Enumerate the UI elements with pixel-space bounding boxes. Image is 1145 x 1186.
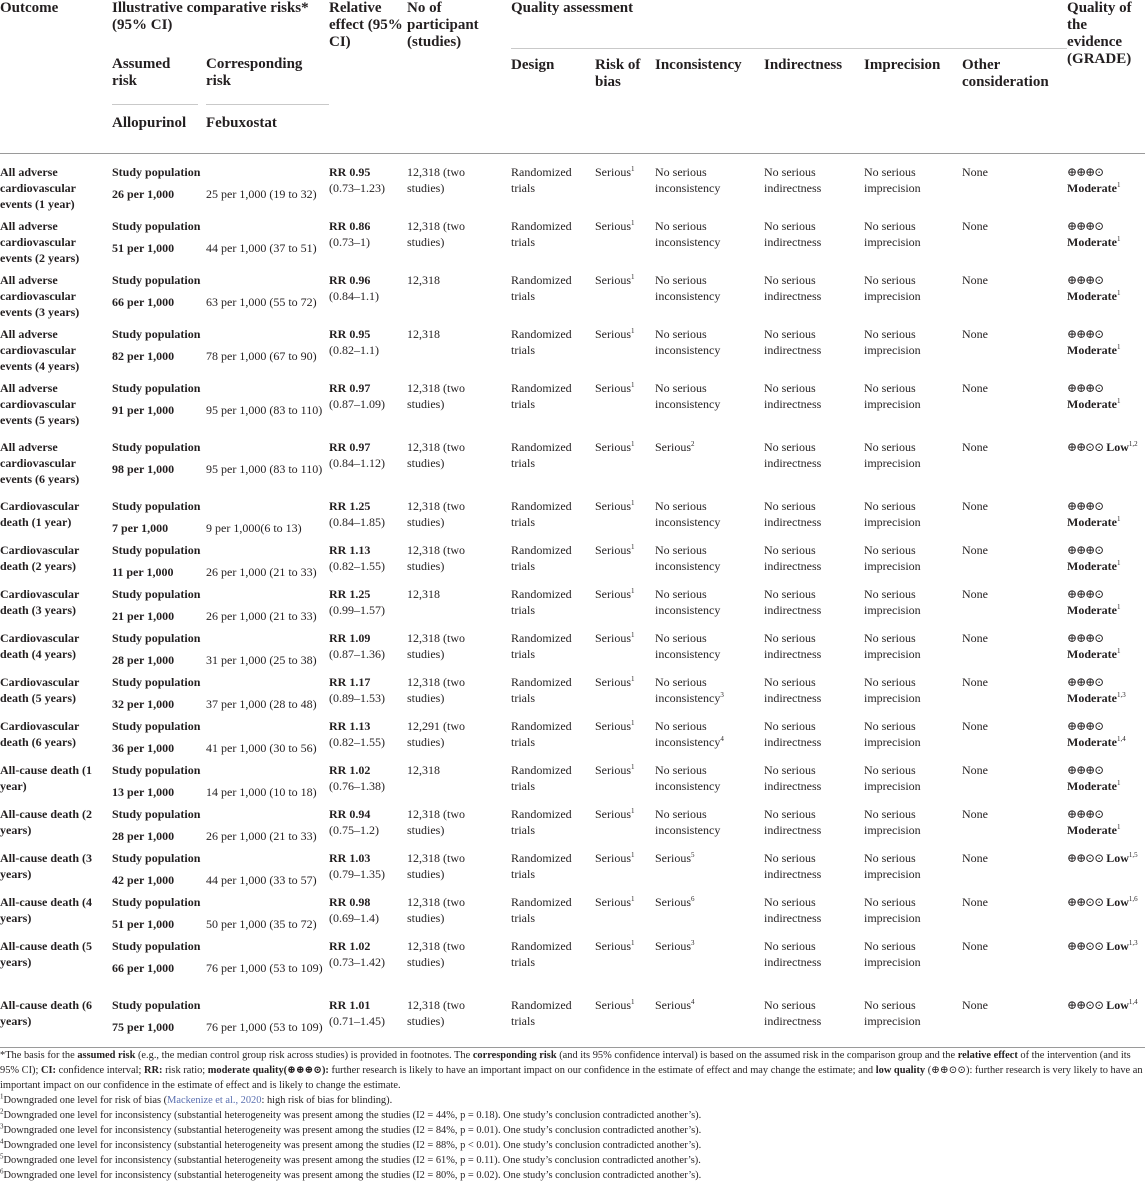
table-row: [0, 800, 1145, 844]
table-row: [0, 433, 1145, 492]
cell-other: None: [962, 675, 988, 689]
cell-outcome: All-cause death (6 years): [0, 998, 92, 1028]
header-assumed-risk: Assumed risk: [112, 48, 206, 105]
table-header: [0, 0, 1145, 154]
cell-design: Randomized trials: [511, 719, 572, 749]
cell-corresponding-risk: 76 per 1,000 (53 to 109): [206, 1020, 323, 1034]
cell-quality: ⊕⊕⊕⊙ Moderate$^1$: [1067, 543, 1121, 573]
cell-assumed-risk: Study population 21 per 1,000: [112, 587, 201, 623]
cell-relative-effect: RR 0.97 (0.84–1.12): [329, 440, 385, 470]
cell-imprecision: No serious imprecision: [864, 273, 921, 303]
cell-assumed-risk: Study population 51 per 1,000: [112, 895, 201, 931]
header-other-consideration: Other consideration: [962, 56, 1049, 90]
cell-other: None: [962, 895, 988, 909]
cell-design: Randomized trials: [511, 939, 572, 969]
cell-participants: 12,318: [407, 273, 440, 287]
cell-inconsistency: No serious inconsistency$^3$: [655, 675, 724, 705]
cell-quality: ⊕⊕⊙⊙ Low$^{1,3}$: [1067, 939, 1138, 953]
cell-quality: ⊕⊕⊕⊙ Moderate$^{1,3}$: [1067, 675, 1126, 705]
footnote-6: $^6$Downgraded one level for inconsistency (substantial heterogeneity was present among the studies (I2 = 80%, p = 0.02). One study’s conclusion contradicted another’s).: [0, 1167, 702, 1181]
cell-other: None: [962, 763, 988, 777]
cell-outcome: All adverse cardiovascular events (1 year): [0, 154, 112, 213]
cell-indirectness: No serious indirectness: [764, 381, 822, 411]
cell-imprecision: No serious imprecision: [864, 327, 921, 357]
cell-risk-of-bias: Serious$^1$: [595, 807, 635, 821]
cell-outcome: Cardiovascular death (5 years): [0, 675, 80, 705]
cell-design: Randomized trials: [511, 998, 572, 1028]
cell-quality: ⊕⊕⊕⊙ Moderate$^1$: [1067, 631, 1121, 661]
cell-participants: 12,318 (two studies): [407, 631, 465, 661]
cell-outcome: All-cause death (3 years): [0, 851, 92, 881]
cell-indirectness: No serious indirectness: [764, 763, 822, 793]
footnote-main: *The basis for the assumed risk (e.g., the median control group risk across studies) is provided in footnotes. The corresponding risk (and its 95% confidence interval) is based on the assumed risk in the comparison group and the relative effect of the intervention (and its 95% CI); CI: confidence interval; RR: risk ratio; moderate quality(⊕⊕⊕⊙): further research is likely to have an important impact on our confidence in the estimate of effect and may change the estimate; and low quality (⊕⊕⊙⊙): further research is very likely to have an important impact on our confidence in the estimate of effect and is likely to change the estimate.: [0, 1050, 1143, 1091]
cell-quality: ⊕⊕⊕⊙ Moderate$^{1,4}$: [1067, 719, 1126, 749]
grade-symbol: ⊕⊕⊙⊙: [1067, 895, 1104, 909]
cell-quality: ⊕⊕⊙⊙ Low$^{1,4}$: [1067, 998, 1138, 1012]
cell-other: None: [962, 440, 988, 454]
header-outcome: Outcome: [0, 0, 59, 16]
cell-risk-of-bias: Serious$^1$: [595, 719, 635, 733]
cell-outcome: Cardiovascular death (6 years): [0, 719, 80, 749]
cell-outcome: Cardiovascular death (4 years): [0, 631, 80, 661]
cell-other: None: [962, 499, 988, 513]
footnote-3: $^3$Downgraded one level for inconsistency (substantial heterogeneity was present among the studies (I2 = 84%, p = 0.01). One study’s conclusion contradicted another’s).: [0, 1122, 702, 1136]
cell-indirectness: No serious indirectness: [764, 719, 822, 749]
header-allopurinol: Allopurinol: [112, 115, 187, 131]
cell-design: Randomized trials: [511, 587, 572, 617]
cell-quality: ⊕⊕⊕⊙ Moderate$^1$: [1067, 219, 1121, 249]
cell-risk-of-bias: Serious$^1$: [595, 895, 635, 909]
cell-relative-effect: RR 1.25 (0.84–1.85): [329, 499, 385, 529]
cell-risk-of-bias: Serious$^1$: [595, 154, 655, 213]
cell-participants: 12,318 (two studies): [407, 807, 465, 837]
cell-outcome: Cardiovascular death (1 year): [0, 499, 80, 529]
cell-imprecision: No serious imprecision: [864, 154, 962, 213]
cell-imprecision: No serious imprecision: [864, 851, 921, 881]
cell-quality: ⊕⊕⊕⊙ Moderate$^1$: [1067, 154, 1145, 213]
cell-assumed-risk: Study population 42 per 1,000: [112, 851, 201, 887]
cell-other: None: [962, 719, 988, 733]
cell-risk-of-bias: Serious$^1$: [595, 587, 635, 601]
table-row: [0, 991, 1145, 1050]
cell-inconsistency: Serious$^3$: [655, 939, 695, 953]
cell-indirectness: No serious indirectness: [764, 895, 822, 925]
footnote-4: $^4$Downgraded one level for inconsistency (substantial heterogeneity was present among the studies (I2 = 88%, p < 0.01). One study’s conclusion contradicted another’s).: [0, 1137, 702, 1151]
cell-corresponding-risk: 44 per 1,000 (33 to 57): [206, 873, 317, 887]
cell-participants: 12,318 (two studies): [407, 895, 465, 925]
header-febuxostat: Febuxostat: [206, 115, 277, 131]
cell-relative-effect: RR 1.01 (0.71–1.45): [329, 998, 385, 1028]
cell-imprecision: No serious imprecision: [864, 381, 921, 411]
grade-symbol: ⊕⊕⊕⊙: [1067, 543, 1104, 557]
cell-corresponding-risk: 26 per 1,000 (21 to 33): [206, 565, 317, 579]
cell-assumed-risk: Study population 11 per 1,000: [112, 543, 201, 579]
cell-inconsistency: No serious inconsistency: [655, 631, 721, 661]
cell-inconsistency: No serious inconsistency: [655, 807, 721, 837]
cell-quality: ⊕⊕⊕⊙ Moderate$^1$: [1067, 587, 1121, 617]
cell-risk-of-bias: Serious$^1$: [595, 543, 635, 557]
cell-outcome: All adverse cardiovascular events (3 years): [0, 273, 80, 319]
header-relative-effect: Relative effect (95% CI): [329, 0, 403, 50]
cell-design: Randomized trials: [511, 327, 572, 357]
cell-outcome: Cardiovascular death (2 years): [0, 543, 80, 573]
cell-risk-of-bias: Serious$^1$: [595, 675, 635, 689]
cell-relative-effect: RR 1.02 (0.73–1.42): [329, 939, 385, 969]
cell-imprecision: No serious imprecision: [864, 807, 921, 837]
table-row: [0, 888, 1145, 932]
cell-risk-of-bias: Serious$^1$: [595, 219, 635, 233]
grade-symbol: ⊕⊕⊕⊙: [1067, 273, 1104, 287]
cell-imprecision: No serious imprecision: [864, 587, 921, 617]
header-imprecision: Imprecision: [864, 56, 941, 73]
cell-corresponding-risk: 26 per 1,000 (21 to 33): [206, 609, 317, 623]
footnote-2: $^2$Downgraded one level for inconsistency (substantial heterogeneity was present among the studies (I2 = 44%, p = 0.18). One study’s conclusion contradicted another’s).: [0, 1107, 702, 1121]
cell-participants: 12,318 (two studies): [407, 998, 465, 1028]
cell-relative-effect: RR 0.96 (0.84–1.1): [329, 273, 379, 303]
cell-imprecision: No serious imprecision: [864, 631, 921, 661]
cell-inconsistency: Serious$^2$: [655, 440, 695, 454]
cell-quality: ⊕⊕⊕⊙ Moderate$^1$: [1067, 807, 1121, 837]
cell-participants: 12,318 (two studies): [407, 219, 465, 249]
cell-design: Randomized trials: [511, 543, 572, 573]
cell-risk-of-bias: Serious$^1$: [595, 631, 635, 645]
cell-design: Randomized trials: [511, 219, 572, 249]
citation-link[interactable]: Mackenize et al., 2020: [167, 1095, 262, 1106]
table-row: [0, 756, 1145, 800]
cell-outcome: All-cause death (5 years): [0, 939, 92, 969]
cell-quality: ⊕⊕⊕⊙ Moderate$^1$: [1067, 273, 1121, 303]
cell-imprecision: No serious imprecision: [864, 998, 921, 1028]
cell-indirectness: No serious indirectness: [764, 939, 822, 969]
cell-assumed-risk: Study population 98 per 1,000: [112, 440, 201, 476]
table-row: [0, 266, 1145, 320]
grade-symbol: ⊕⊕⊙⊙: [1067, 440, 1104, 454]
table-row: [0, 212, 1145, 266]
footnote-1: $^1$Downgraded one level for risk of bias (Mackenize et al., 2020: high risk of bias for blinding).: [0, 1092, 393, 1106]
cell-indirectness: No serious indirectness: [764, 851, 822, 881]
table-row: [0, 492, 1145, 536]
cell-quality: ⊕⊕⊕⊙ Moderate$^1$: [1067, 327, 1121, 357]
header-illustrative-risks: Illustrative comparative risks* (95% CI): [112, 0, 309, 33]
grade-symbol: ⊕⊕⊕⊙: [1067, 219, 1104, 233]
grade-symbol: ⊕⊕⊕⊙: [1067, 763, 1104, 777]
cell-inconsistency: No serious inconsistency: [655, 763, 721, 793]
grade-symbol: ⊕⊕⊕⊙: [1067, 675, 1104, 689]
cell-quality: ⊕⊕⊕⊙ Moderate$^1$: [1067, 763, 1121, 793]
table-row: [0, 668, 1145, 712]
grade-symbol: ⊕⊕⊙⊙: [1067, 998, 1104, 1012]
table-body: [0, 154, 1145, 1051]
cell-design: Randomized trials: [511, 440, 572, 470]
cell-outcome: All-cause death (1 year): [0, 763, 92, 793]
cell-relative-effect: RR 0.97 (0.87–1.09): [329, 381, 385, 411]
cell-design: Randomized trials: [511, 807, 572, 837]
cell-assumed-risk: Study population 66 per 1,000: [112, 273, 201, 309]
header-participants: No of participant (studies): [407, 0, 479, 50]
cell-relative-effect: RR 0.95 (0.82–1.1): [329, 327, 379, 357]
cell-outcome: All adverse cardiovascular events (6 years): [0, 440, 80, 486]
cell-participants: 12,291 (two studies): [407, 719, 465, 749]
cell-other: None: [962, 631, 988, 645]
table-row: [0, 844, 1145, 888]
cell-corresponding-risk: 26 per 1,000 (21 to 33): [206, 829, 317, 843]
cell-indirectness: No serious indirectness: [764, 440, 822, 470]
grade-symbol: ⊕⊕⊙⊙: [1067, 939, 1104, 953]
cell-design: Randomized trials: [511, 895, 572, 925]
cell-design: Randomized trials: [511, 763, 572, 793]
cell-inconsistency: No serious inconsistency: [655, 543, 721, 573]
cell-imprecision: No serious imprecision: [864, 543, 921, 573]
cell-risk-of-bias: Serious$^1$: [595, 763, 635, 777]
cell-indirectness: No serious indirectness: [764, 219, 822, 249]
cell-other: None: [962, 851, 988, 865]
cell-other: None: [962, 807, 988, 821]
cell-outcome: Cardiovascular death (3 years): [0, 587, 80, 617]
cell-risk-of-bias: Serious$^1$: [595, 998, 635, 1012]
cell-corresponding-risk: 41 per 1,000 (30 to 56): [206, 741, 317, 755]
cell-imprecision: No serious imprecision: [864, 719, 921, 749]
cell-assumed-risk: Study population 51 per 1,000: [112, 219, 201, 255]
cell-indirectness: No serious indirectness: [764, 154, 864, 213]
cell-quality: ⊕⊕⊙⊙ Low$^{1,6}$: [1067, 895, 1138, 909]
cell-inconsistency: No serious inconsistency: [655, 273, 721, 303]
cell-assumed-risk: Study population 66 per 1,000: [112, 939, 201, 975]
cell-risk-of-bias: Serious$^1$: [595, 327, 635, 341]
grade-symbol: ⊕⊕⊕⊙: [1067, 499, 1104, 513]
cell-assumed-risk: Study population 91 per 1,000: [112, 381, 201, 417]
cell-relative-effect: RR 0.95 (0.73–1.23): [329, 154, 407, 213]
cell-other: None: [962, 587, 988, 601]
cell-imprecision: No serious imprecision: [864, 675, 921, 705]
cell-indirectness: No serious indirectness: [764, 675, 822, 705]
cell-risk-of-bias: Serious$^1$: [595, 851, 635, 865]
table-row: [0, 536, 1145, 580]
table-row: [0, 580, 1145, 624]
cell-indirectness: No serious indirectness: [764, 499, 822, 529]
header-risk-of-bias: Risk of bias: [595, 56, 641, 90]
footnote-5: $^5$Downgraded one level for inconsistency (substantial heterogeneity was present among the studies (I2 = 61%, p = 0.11). One study’s conclusion contradicted another’s).: [0, 1152, 701, 1166]
header-inconsistency: Inconsistency: [655, 56, 742, 73]
cell-relative-effect: RR 0.98 (0.69–1.4): [329, 895, 379, 925]
cell-inconsistency: No serious inconsistency: [655, 381, 721, 411]
cell-corresponding-risk: 95 per 1,000 (83 to 110): [206, 462, 323, 476]
cell-inconsistency: No serious inconsistency: [655, 499, 721, 529]
cell-relative-effect: RR 0.86 (0.73–1): [329, 219, 371, 249]
cell-design: Randomized trials: [511, 675, 572, 705]
cell-other: None: [962, 154, 1067, 213]
cell-corresponding-risk: 95 per 1,000 (83 to 110): [206, 403, 323, 417]
grade-symbol: ⊕⊕⊕⊙: [1067, 631, 1104, 645]
cell-corresponding-risk: 76 per 1,000 (53 to 109): [206, 961, 323, 975]
cell-indirectness: No serious indirectness: [764, 587, 822, 617]
cell-participants: 12,318 (two studies): [407, 440, 465, 470]
cell-quality: ⊕⊕⊙⊙ Low$^{1,2}$: [1067, 440, 1138, 454]
cell-corresponding-risk: 9 per 1,000(6 to 13): [206, 521, 302, 535]
cell-corresponding-risk: 44 per 1,000 (37 to 51): [206, 241, 317, 255]
cell-participants: 12,318 (two studies): [407, 675, 465, 705]
cell-imprecision: No serious imprecision: [864, 763, 921, 793]
header-quality-of-evidence: Quality of the evidence (GRADE): [1067, 0, 1132, 67]
cell-risk-of-bias: Serious$^1$: [595, 939, 635, 953]
cell-outcome: All-cause death (2 years): [0, 807, 92, 837]
cell-participants: 12,318: [407, 763, 440, 777]
cell-design: Randomized trials: [511, 381, 572, 411]
cell-outcome: All adverse cardiovascular events (2 years): [0, 219, 80, 265]
table-row: [0, 932, 1145, 991]
cell-inconsistency: No serious inconsistency$^4$: [655, 719, 724, 749]
cell-assumed-risk: Study population 75 per 1,000: [112, 998, 201, 1034]
cell-indirectness: No serious indirectness: [764, 273, 822, 303]
grade-symbol: ⊕⊕⊕⊙: [1067, 807, 1104, 821]
header-design: Design: [511, 56, 555, 73]
grade-symbol: ⊕⊕⊕⊙: [1067, 165, 1104, 179]
cell-participants: 12,318 (two studies): [407, 543, 465, 573]
cell-corresponding-risk: 25 per 1,000 (19 to 32): [206, 154, 329, 213]
cell-design: Randomized trials: [511, 499, 572, 529]
cell-outcome: All adverse cardiovascular events (4 years): [0, 327, 80, 373]
cell-relative-effect: RR 1.03 (0.79–1.35): [329, 851, 385, 881]
table-footnotes: [0, 1047, 1145, 1183]
cell-corresponding-risk: 50 per 1,000 (35 to 72): [206, 917, 317, 931]
cell-relative-effect: RR 1.25 (0.99–1.57): [329, 587, 385, 617]
cell-imprecision: No serious imprecision: [864, 499, 921, 529]
cell-assumed-risk: Study population 26 per 1,000: [112, 154, 206, 213]
cell-assumed-risk: Study population 13 per 1,000: [112, 763, 201, 799]
cell-risk-of-bias: Serious$^1$: [595, 499, 635, 513]
cell-participants: 12,318 (two studies): [407, 939, 465, 969]
cell-indirectness: No serious indirectness: [764, 998, 822, 1028]
cell-relative-effect: RR 1.13 (0.82–1.55): [329, 543, 385, 573]
grade-symbol: ⊕⊕⊕⊙: [1067, 327, 1104, 341]
cell-participants: 12,318 (two studies): [407, 154, 511, 213]
cell-outcome: All-cause death (4 years): [0, 895, 92, 925]
cell-inconsistency: No serious inconsistency: [655, 587, 721, 617]
cell-design: Randomized trials: [511, 154, 595, 213]
cell-assumed-risk: Study population 28 per 1,000: [112, 807, 201, 843]
cell-inconsistency: Serious$^6$: [655, 895, 695, 909]
cell-indirectness: No serious indirectness: [764, 807, 822, 837]
cell-design: Randomized trials: [511, 273, 572, 303]
table-row: [0, 624, 1145, 668]
cell-indirectness: No serious indirectness: [764, 631, 822, 661]
table-row: [0, 154, 1145, 213]
cell-relative-effect: RR 1.13 (0.82–1.55): [329, 719, 385, 749]
cell-inconsistency: No serious inconsistency: [655, 327, 721, 357]
cell-design: Randomized trials: [511, 851, 572, 881]
cell-relative-effect: RR 1.17 (0.89–1.53): [329, 675, 385, 705]
table-row: [0, 712, 1145, 756]
header-corresponding-risk: Corresponding risk: [206, 48, 329, 105]
cell-indirectness: No serious indirectness: [764, 543, 822, 573]
cell-participants: 12,318: [407, 587, 440, 601]
cell-quality: ⊕⊕⊕⊙ Moderate$^1$: [1067, 381, 1121, 411]
cell-other: None: [962, 273, 988, 287]
cell-participants: 12,318 (two studies): [407, 499, 465, 529]
cell-other: None: [962, 998, 988, 1012]
cell-participants: 12,318 (two studies): [407, 851, 465, 881]
grade-symbol: ⊕⊕⊕⊙: [1067, 587, 1104, 601]
cell-assumed-risk: Study population 7 per 1,000: [112, 499, 201, 535]
cell-outcome: All adverse cardiovascular events (5 years): [0, 381, 80, 427]
cell-design: Randomized trials: [511, 631, 572, 661]
grade-symbol: ⊕⊕⊙⊙: [1067, 851, 1104, 865]
cell-other: None: [962, 219, 988, 233]
cell-corresponding-risk: 14 per 1,000 (10 to 18): [206, 785, 317, 799]
cell-corresponding-risk: 78 per 1,000 (67 to 90): [206, 349, 317, 363]
cell-assumed-risk: Study population 28 per 1,000: [112, 631, 201, 667]
grade-symbol: ⊕⊕⊕⊙: [1067, 719, 1104, 733]
cell-inconsistency: No serious inconsistency: [655, 154, 764, 213]
cell-other: None: [962, 939, 988, 953]
cell-other: None: [962, 381, 988, 395]
cell-participants: 12,318: [407, 327, 440, 341]
cell-assumed-risk: Study population 36 per 1,000: [112, 719, 201, 755]
cell-quality: ⊕⊕⊙⊙ Low$^{1,5}$: [1067, 851, 1138, 865]
cell-quality: ⊕⊕⊕⊙ Moderate$^1$: [1067, 499, 1121, 529]
cell-corresponding-risk: 31 per 1,000 (25 to 38): [206, 653, 317, 667]
cell-other: None: [962, 543, 988, 557]
cell-imprecision: No serious imprecision: [864, 895, 921, 925]
cell-risk-of-bias: Serious$^1$: [595, 273, 635, 287]
cell-inconsistency: Serious$^4$: [655, 998, 695, 1012]
table-row: [0, 320, 1145, 374]
cell-assumed-risk: Study population 82 per 1,000: [112, 327, 201, 363]
cell-imprecision: No serious imprecision: [864, 219, 921, 249]
cell-other: None: [962, 327, 988, 341]
cell-inconsistency: Serious$^5$: [655, 851, 695, 865]
cell-corresponding-risk: 37 per 1,000 (28 to 48): [206, 697, 317, 711]
grade-symbol: ⊕⊕⊕⊙: [1067, 381, 1104, 395]
cell-imprecision: No serious imprecision: [864, 440, 921, 470]
cell-relative-effect: RR 0.94 (0.75–1.2): [329, 807, 379, 837]
header-indirectness: Indirectness: [764, 56, 843, 73]
cell-relative-effect: RR 1.09 (0.87–1.36): [329, 631, 385, 661]
cell-corresponding-risk: 63 per 1,000 (55 to 72): [206, 295, 317, 309]
cell-indirectness: No serious indirectness: [764, 327, 822, 357]
cell-inconsistency: No serious inconsistency: [655, 219, 721, 249]
cell-assumed-risk: Study population 32 per 1,000: [112, 675, 201, 711]
cell-imprecision: No serious imprecision: [864, 939, 921, 969]
table-row: [0, 374, 1145, 433]
cell-participants: 12,318 (two studies): [407, 381, 465, 411]
cell-risk-of-bias: Serious$^1$: [595, 381, 635, 395]
header-quality-assessment: Quality assessment: [511, 0, 1067, 48]
cell-relative-effect: RR 1.02 (0.76–1.38): [329, 763, 385, 793]
cell-risk-of-bias: Serious$^1$: [595, 440, 635, 454]
